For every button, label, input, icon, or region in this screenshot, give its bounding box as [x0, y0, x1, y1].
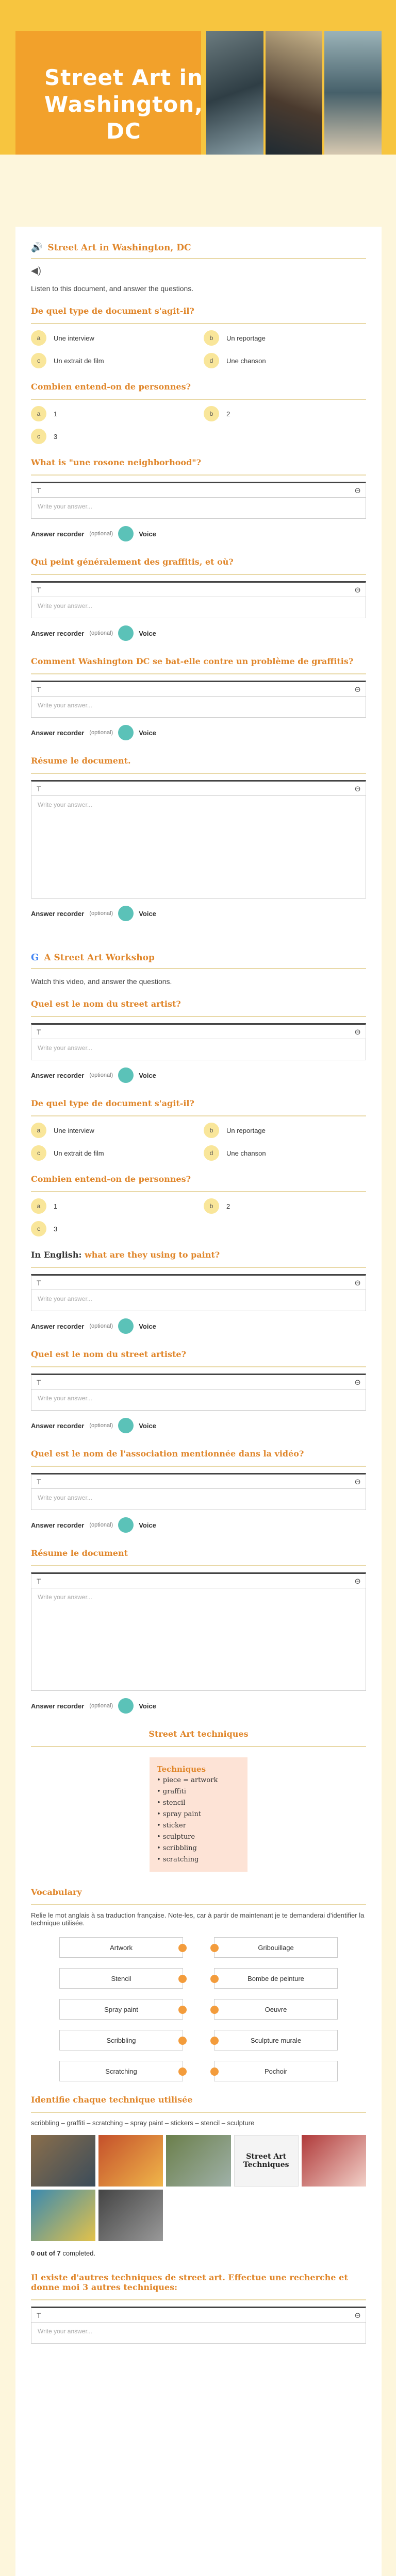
question-title: Quel est le nom du street artist?	[31, 999, 181, 1009]
voice-record-button[interactable]	[118, 1698, 134, 1714]
instruction: Listen to this document, and answer the questions.	[31, 284, 194, 293]
street-art-image[interactable]	[302, 2135, 366, 2187]
voice-label: Voice	[139, 629, 156, 637]
option[interactable]	[204, 1145, 366, 1161]
recorder-optional: (optional)	[89, 1323, 113, 1329]
option[interactable]	[31, 1221, 193, 1236]
option-label: Un extrait de film	[54, 357, 104, 365]
recorder-optional: (optional)	[89, 730, 113, 736]
match-right-label: Oeuvre	[265, 2005, 287, 2013]
answer-textarea[interactable]: Write your answer...	[31, 795, 366, 899]
option[interactable]	[31, 1123, 193, 1138]
voice-record-button[interactable]	[118, 526, 134, 541]
completion-status	[31, 2249, 366, 2257]
option-letter: c	[31, 1145, 46, 1161]
recorder-label: Answer recorder	[31, 629, 85, 637]
technique-item: • stencil	[157, 1799, 186, 1807]
voice-record-button[interactable]	[118, 1318, 134, 1334]
option[interactable]	[204, 330, 366, 346]
answer-input[interactable]: Write your answer...	[31, 696, 366, 718]
divider	[31, 399, 366, 400]
answer-textarea[interactable]: Write your answer...	[31, 1588, 366, 1691]
option-label: 2	[226, 410, 230, 418]
technique-item: • scratching	[157, 1856, 199, 1863]
match-left-label: Spray paint	[104, 2005, 138, 2013]
technique-item: • piece = artwork	[157, 1776, 218, 1784]
worksheet	[15, 227, 382, 2576]
street-art-image[interactable]	[98, 2135, 163, 2187]
divider	[31, 258, 366, 259]
option-label: 3	[54, 432, 58, 440]
instruction: Watch this video, and answer the questions.	[31, 977, 172, 986]
match-right-label: Bombe de peinture	[248, 1974, 304, 1982]
connector-dot[interactable]	[210, 2006, 219, 2014]
techniques-box	[150, 1757, 248, 1872]
editor-toolbar	[31, 1473, 366, 1488]
option-letter: a	[31, 330, 46, 346]
text-format-icon[interactable]: T	[37, 486, 41, 495]
voice-record-button[interactable]	[118, 906, 134, 921]
connector-dot[interactable]	[210, 2067, 219, 2076]
question-title: Quel est le nom de l'association mentionnée dans la vidéo?	[31, 1449, 304, 1459]
technique-item: • sculpture	[157, 1833, 195, 1841]
question-title: De quel type de document s'agit-il?	[31, 306, 194, 316]
option-letter: b	[204, 1198, 219, 1214]
formula-icon[interactable]: Θ	[355, 1378, 360, 1386]
divider	[31, 574, 366, 575]
divider	[31, 1016, 366, 1017]
answer-input[interactable]: Write your answer...	[31, 1290, 366, 1311]
match-right[interactable]	[214, 1999, 338, 2020]
match-right-label: Pochoir	[264, 2067, 288, 2075]
recorder-label: Answer recorder	[31, 1421, 85, 1430]
match-left-label: Scratching	[105, 2067, 137, 2075]
formula-icon[interactable]: Θ	[355, 2311, 360, 2319]
answer-input[interactable]: Write your answer...	[31, 497, 366, 519]
option[interactable]	[31, 1198, 193, 1214]
match-left[interactable]	[59, 2030, 183, 2050]
street-art-image[interactable]	[31, 2135, 95, 2187]
match-right[interactable]	[214, 1968, 338, 1989]
question-title: De quel type de document s'agit-il?	[31, 1098, 194, 1108]
instruction: Relie le mot anglais à sa traduction française. Note-les, car à partir de maintenant je te demanderai d'identifier la technique utilisée.	[31, 1911, 365, 1927]
recorder-optional: (optional)	[89, 630, 113, 636]
hero-photo	[206, 31, 263, 155]
answer-recorder	[31, 1318, 366, 1334]
section-heading: Vocabulary	[31, 1887, 82, 1897]
section-title-text: Street Art in Washington, DC	[47, 242, 191, 253]
match-left-label: Stencil	[111, 1974, 131, 1982]
question-title: What is "une rosone neighborhood"?	[31, 457, 201, 467]
hero-banner	[0, 0, 396, 155]
option-label: Un reportage	[226, 334, 266, 342]
match-left-label: Scribbling	[106, 2036, 136, 2044]
divider	[31, 968, 366, 969]
connector-dot[interactable]	[178, 2067, 187, 2076]
formula-icon[interactable]: Θ	[355, 1027, 360, 1036]
option[interactable]	[31, 406, 193, 421]
match-right-label: Sculpture murale	[250, 2036, 302, 2044]
hero-title-panel	[15, 31, 204, 155]
editor-toolbar	[31, 1572, 366, 1588]
recorder-optional: (optional)	[89, 1703, 113, 1709]
connector-dot[interactable]	[178, 1944, 187, 1952]
option-label: 3	[54, 1225, 58, 1233]
divider	[31, 2299, 366, 2300]
answer-recorder	[31, 906, 366, 921]
options-grid	[31, 1123, 366, 1161]
editor-toolbar	[31, 1023, 366, 1039]
option[interactable]	[204, 1198, 366, 1214]
question-title: Quel est le nom du street artiste?	[31, 1349, 186, 1359]
text-format-icon[interactable]: T	[37, 1477, 41, 1486]
text-format-icon[interactable]: T	[37, 1278, 41, 1287]
technique-item: • sticker	[157, 1822, 186, 1829]
question-title: Résume le document	[31, 1548, 128, 1558]
match-right[interactable]	[214, 2030, 338, 2050]
voice-label: Voice	[139, 1702, 156, 1710]
question-title: Combien entend-on de personnes?	[31, 1174, 191, 1184]
answer-recorder	[31, 1517, 366, 1533]
section-title	[31, 242, 366, 253]
voice-label: Voice	[139, 1071, 156, 1079]
recorder-label: Answer recorder	[31, 909, 85, 918]
text-format-icon[interactable]: T	[37, 1577, 41, 1585]
editor-toolbar	[31, 581, 366, 597]
option[interactable]	[204, 406, 366, 421]
hero-photos	[206, 31, 382, 155]
text-format-icon[interactable]: T	[37, 685, 41, 693]
answer-input[interactable]: Write your answer...	[31, 1039, 366, 1060]
recorder-label: Answer recorder	[31, 1521, 85, 1529]
option-label: Un extrait de film	[54, 1149, 104, 1157]
option-letter: b	[204, 406, 219, 421]
divider	[31, 773, 366, 774]
match-right[interactable]	[214, 1937, 338, 1958]
text-format-icon[interactable]: T	[37, 2311, 41, 2319]
street-art-image[interactable]	[98, 2190, 163, 2241]
options-grid	[31, 406, 366, 444]
voice-record-button[interactable]	[118, 1517, 134, 1533]
match-left[interactable]	[59, 1937, 183, 1958]
question-title: Combien entend-on de personnes?	[31, 382, 191, 392]
match-right-label: Gribouillage	[258, 1943, 294, 1952]
divider	[31, 673, 366, 674]
question-title	[31, 1250, 366, 1260]
formula-icon[interactable]: Θ	[355, 1477, 360, 1486]
text-format-icon[interactable]: T	[37, 784, 41, 793]
option-label: 1	[54, 410, 58, 418]
match-left[interactable]	[59, 1968, 183, 1989]
formula-icon[interactable]: Θ	[355, 784, 360, 793]
divider	[31, 1746, 366, 1747]
answer-recorder	[31, 1698, 366, 1714]
option-letter: b	[204, 1123, 219, 1138]
editor-toolbar	[31, 780, 366, 795]
option-letter: c	[31, 429, 46, 444]
voice-label: Voice	[139, 1322, 156, 1330]
voice-label: Voice	[139, 909, 156, 918]
formula-icon[interactable]: Θ	[355, 486, 360, 495]
question-title: Il existe d'autres techniques de street art. Effectue une recherche et donne moi 3 autres techniques:	[31, 2273, 348, 2292]
connector-dot[interactable]	[178, 1975, 187, 1983]
technique-item: • graffiti	[157, 1788, 186, 1795]
text-format-icon[interactable]: T	[37, 1027, 41, 1036]
completed-suffix: completed.	[62, 2249, 95, 2257]
answer-recorder	[31, 1418, 366, 1433]
answer-input[interactable]: Write your answer...	[31, 1488, 366, 1510]
text-format-icon[interactable]: T	[37, 585, 41, 594]
recorder-optional: (optional)	[89, 531, 113, 537]
editor-toolbar	[31, 482, 366, 497]
recorder-optional: (optional)	[89, 1522, 113, 1528]
match-right[interactable]	[214, 2061, 338, 2081]
editor-toolbar	[31, 1274, 366, 1290]
option-letter: c	[31, 1221, 46, 1236]
answer-recorder	[31, 625, 366, 641]
options-grid	[31, 330, 366, 368]
image-gallery	[31, 2135, 366, 2241]
option-letter: a	[31, 1123, 46, 1138]
editor-toolbar	[31, 2307, 366, 2322]
option-label: Une interview	[54, 1126, 94, 1134]
connector-dot[interactable]	[178, 2006, 187, 2014]
voice-label: Voice	[139, 530, 156, 538]
option[interactable]	[31, 353, 193, 368]
section-heading: Identifie chaque technique utilisée	[31, 2095, 193, 2105]
formula-icon[interactable]: Θ	[355, 1278, 360, 1287]
formula-icon[interactable]: Θ	[355, 585, 360, 594]
voice-record-button[interactable]	[118, 1067, 134, 1083]
option-label: 2	[226, 1202, 230, 1210]
page-title: Street Art in Washington, DC	[44, 65, 204, 144]
question-title: Qui peint généralement des graffitis, et où?	[31, 557, 234, 567]
answer-input[interactable]: Write your answer...	[31, 2322, 366, 2344]
editor-toolbar	[31, 681, 366, 696]
techniques-title: Techniques	[157, 1765, 206, 1774]
voice-record-button[interactable]	[118, 725, 134, 740]
section-heading: Street Art techniques	[148, 1729, 249, 1739]
option-label: 1	[54, 1202, 58, 1210]
options-grid	[31, 1198, 366, 1236]
google-icon: G	[31, 952, 39, 963]
street-art-image[interactable]	[31, 2190, 95, 2241]
divider	[31, 474, 366, 476]
option-letter: d	[204, 1145, 219, 1161]
hero-photo	[324, 31, 382, 155]
street-art-image[interactable]	[166, 2135, 230, 2187]
divider	[31, 1466, 366, 1467]
divider	[31, 1565, 366, 1566]
recorder-optional: (optional)	[89, 910, 113, 917]
answer-recorder	[31, 526, 366, 541]
divider	[31, 2112, 366, 2113]
option-label: Un reportage	[226, 1126, 266, 1134]
option-letter: c	[31, 353, 46, 368]
connector-dot[interactable]	[210, 1975, 219, 1983]
option[interactable]	[31, 330, 193, 346]
option[interactable]	[31, 1145, 193, 1161]
hero-photo	[266, 31, 323, 155]
divider	[31, 1115, 366, 1116]
formula-icon[interactable]: Θ	[355, 685, 360, 693]
option-letter: d	[204, 353, 219, 368]
option[interactable]	[204, 1123, 366, 1138]
answer-input[interactable]: Write your answer...	[31, 1389, 366, 1411]
option-letter: a	[31, 406, 46, 421]
recorder-optional: (optional)	[89, 1072, 113, 1078]
section-title-text: A Street Art Workshop	[44, 952, 155, 963]
match-left[interactable]	[59, 2061, 183, 2081]
divider	[31, 1191, 366, 1192]
answer-recorder	[31, 1067, 366, 1083]
voice-label: Voice	[139, 1521, 156, 1529]
divider	[31, 323, 366, 324]
speaker-icon: 🔊	[31, 242, 43, 253]
match-left[interactable]	[59, 1999, 183, 2020]
recorder-optional: (optional)	[89, 1422, 113, 1429]
recorder-label: Answer recorder	[31, 530, 85, 538]
voice-record-button[interactable]	[118, 1418, 134, 1433]
question-title: Résume le document.	[31, 756, 131, 766]
option[interactable]	[31, 429, 193, 444]
technique-card[interactable]: Street Art Techniques	[234, 2135, 299, 2187]
option-letter: b	[204, 330, 219, 346]
recorder-label: Answer recorder	[31, 728, 85, 737]
recorder-label: Answer recorder	[31, 1071, 85, 1079]
question-text: what are they using to paint?	[84, 1250, 220, 1260]
option-label: Une interview	[54, 334, 94, 342]
option-label: Une chanson	[226, 357, 266, 365]
voice-record-button[interactable]	[118, 625, 134, 641]
connector-dot[interactable]	[210, 2037, 219, 2045]
section-title	[31, 952, 366, 963]
formula-icon[interactable]: Θ	[355, 1577, 360, 1585]
option[interactable]	[204, 353, 366, 368]
recorder-label: Answer recorder	[31, 1702, 85, 1710]
voice-label: Voice	[139, 728, 156, 737]
divider	[31, 1267, 366, 1268]
audio-player-icon[interactable]: ◀)	[31, 265, 41, 276]
option-label: Une chanson	[226, 1149, 266, 1157]
technique-item: • spray paint	[157, 1810, 202, 1818]
answer-input[interactable]: Write your answer...	[31, 597, 366, 618]
completed-count: 0 out of 7	[31, 2249, 61, 2257]
voice-label: Voice	[139, 1421, 156, 1430]
match-left-label: Artwork	[109, 1943, 133, 1952]
question-prefix: In English:	[31, 1250, 82, 1260]
divider	[31, 1366, 366, 1367]
technique-item: • scribbling	[157, 1844, 197, 1852]
recorder-label: Answer recorder	[31, 1322, 85, 1330]
option-letter: a	[31, 1198, 46, 1214]
divider	[31, 1904, 366, 1905]
connector-dot[interactable]	[178, 2037, 187, 2045]
matching-grid	[59, 1937, 338, 2081]
editor-toolbar	[31, 1374, 366, 1389]
answer-recorder	[31, 725, 366, 740]
connector-dot[interactable]	[210, 1944, 219, 1952]
text-format-icon[interactable]: T	[37, 1378, 41, 1386]
question-title: Comment Washington DC se bat-elle contre un problème de graffitis?	[31, 656, 354, 666]
term-list: scribbling – graffiti – scratching – spray paint – stickers – stencil – sculpture	[31, 2119, 255, 2127]
